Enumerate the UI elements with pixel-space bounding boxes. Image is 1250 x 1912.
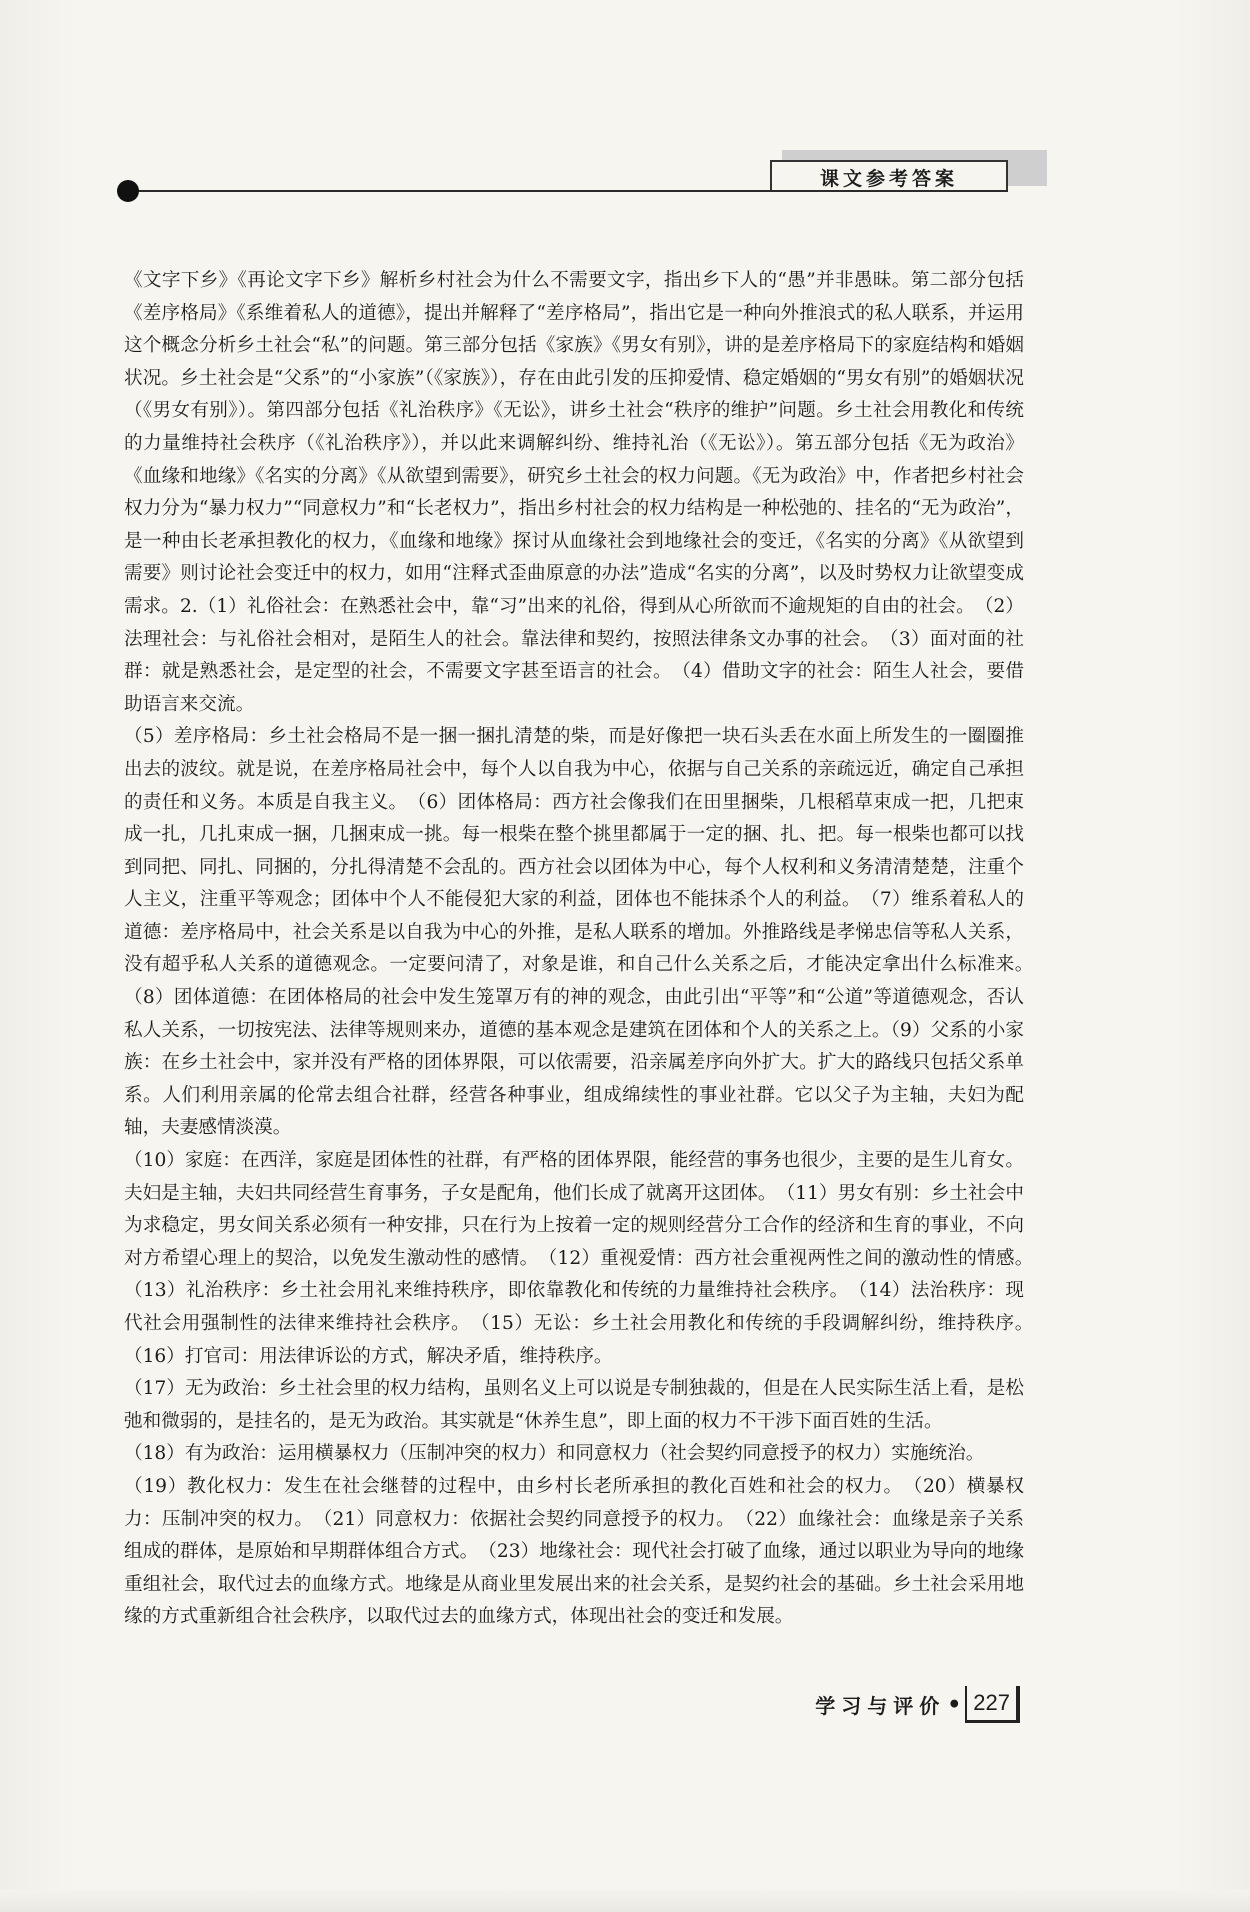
- header-divider: [128, 190, 1008, 192]
- page-number: 227: [965, 1686, 1020, 1723]
- header-bullet-icon: [117, 180, 139, 202]
- section-title: 课文参考答案: [770, 160, 1008, 192]
- answer-body: [124, 265, 1043, 1634]
- paragraph-term-18: （18）有为政治：运用横暴权力（压制冲突的权力）和同意权力（社会契约同意授予的权力）实施统治。: [124, 1443, 985, 1465]
- paragraph-terms-10-16: （10）家庭：在西洋，家庭是团体性的社群，有严格的团体界限，能经营的事务也很少，主要的是生儿育女。夫妇是主轴，夫妇共同经营生育事务，子女是配角，他们长成了就离开这团体。 （11）男女有别：乡土社会中为求稳定，男女间关系必须有一种安排，只在行为上按着一定的规则经营分工合作的经济和生育的事业，不向对方希望心理上的契洽，以免发生激动性的感情。 （12）重视爱情：西方社会重视两性之间的激动性的情感。 （13）礼治秩序：乡土社会用礼来维持秩序，即依靠教化和传统的力量维持社会秩序。 （14）法治秩序：现代社会用强制性的法律来维持社会秩序。 （15）无讼：乡土社会用教化和传统的手段调解纠纷，维持秩序。 （16）打官司：用法律诉讼的方式，解决矛盾，维持秩序。: [124, 1150, 1043, 1367]
- book-title: 学习与评价: [815, 1694, 946, 1718]
- paragraph-terms-1-4: 2.（1）礼俗社会：在熟悉社会中，靠“习”出来的礼俗，得到从心所欲而不逾规矩的自由的社会。 （2）法理社会：与礼俗社会相对，是陌生人的社会。靠法律和契约，按照法律条文办事的社会。 （3）面对面的社群：就是熟悉社会，是定型的社会，不需要文字甚至语言的社会。 （4）借助文字的社会：陌生人社会，要借助语言来交流。: [124, 595, 1024, 715]
- footer-separator: •: [947, 1691, 962, 1718]
- paragraph-term-17: （17）无为政治：乡土社会里的权力结构，虽则名义上可以说是专制独裁的，但是在人民实际生活上看，是松弛和微弱的，是挂名的，是无为政治。其实就是“休养生息”，即上面的权力不干涉下面百姓的生活。: [124, 1378, 1024, 1432]
- page-footer: [815, 1686, 1020, 1723]
- scan-edge: [0, 1890, 1250, 1912]
- paragraph-part-summary: 《文字下乡》《再论文字下乡》解析乡村社会为什么不需要文字，指出乡下人的“愚”并非愚昧。第二部分包括《差序格局》《系维着私人的道德》，提出并解释了“差序格局”，指出它是一种向外推浪式的私人联系，并运用这个概念分析乡土社会“私”的问题。第三部分包括《家族》《男女有别》，讲的是差序格局下的家庭结构和婚姻状况。乡土社会是“父系”的“小家族”（《家族》），存在由此引发的压抑爱情、稳定婚姻的“男女有别”的婚姻状况（《男女有别》）。第四部分包括《礼治秩序》《无讼》，讲乡土社会“秩序的维护”问题。乡土社会用教化和传统的力量维持社会秩序（《礼治秩序》），并以此来调解纠纷、维持礼治（《无讼》）。第五部分包括《无为政治》《血缘和地缘》《名实的分离》《从欲望到需要》，研究乡土社会的权力问题。《无为政治》中，作者把乡村社会权力分为“暴力权力”“同意权力”和“长老权力”，指出乡村社会的权力结构是一种松弛的、挂名的“无为政治”，是一种由长老承担教化的权力，《血缘和地缘》探讨从血缘社会到地缘社会的变迁，《名实的分离》《从欲望到需要》则讨论社会变迁中的权力，如用“注释式歪曲原意的办法”造成“名实的分离”，以及时势权力让欲望变成需求。: [124, 270, 1024, 617]
- paragraph-terms-5-9: （5）差序格局：乡土社会格局不是一捆一捆扎清楚的柴，而是好像把一块石头丢在水面上所发生的一圈圈推出去的波纹。就是说，在差序格局社会中，每个人以自我为中心，依据与自己关系的亲疏远近，确定自己承担的责任和义务。本质是自我主义。 （6）团体格局：西方社会像我们在田里捆柴，几根稻草束成一把，几把束成一扎，几扎束成一捆，几捆束成一挑。每一根柴在整个挑里都属于一定的捆、扎、把。每一根柴也都可以找到同把、同扎、同捆的，分扎得清楚不会乱的。西方社会以团体为中心，每个人权利和义务清清楚楚，注重个人主义，注重平等观念；团体中个人不能侵犯大家的利益，团体也不能抹杀个人的利益。 （7）维系着私人的道德：差序格局中，社会关系是以自我为中心的外推，是私人联系的增加。外推路线是孝悌忠信等私人关系，没有超乎私人关系的道德观念。一定要问清了，对象是谁，和自己什么关系之后，才能决定拿出什么标准来。 （8）团体道德：在团体格局的社会中发生笼罩万有的神的观念，由此引出“平等”和“公道”等道德观念，否认私人关系，一切按宪法、法律等规则来办，道德的基本观念是建筑在团体和个人的关系之上。（9）父系的小家族：在乡土社会中，家并没有严格的团体界限，可以依需要，沿亲属差序向外扩大。扩大的路线只包括父系单系。人们利用亲属的伦常去组合社群，经营各种事业，组成绵续性的事业社群。它以父子为主轴，夫妇为配轴，夫妻感情淡漠。: [124, 726, 1043, 1139]
- paragraph-terms-19-23: （19）教化权力：发生在社会继替的过程中，由乡村长老所承担的教化百姓和社会的权力。 （20）横暴权力：压制冲突的权力。 （21）同意权力：依据社会契约同意授予的权力。 （22）血缘社会：血缘是亲子关系组成的群体，是原始和早期群体组合方式。 （23）地缘社会：现代社会打破了血缘，通过以职业为导向的地缘重组社会，取代过去的血缘方式。地缘是从商业里发展出来的社会关系，是契约社会的基础。乡土社会采用地缘的方式重新组合社会秩序，以取代过去的血缘方式，体现出社会的变迁和发展。: [124, 1475, 1024, 1628]
